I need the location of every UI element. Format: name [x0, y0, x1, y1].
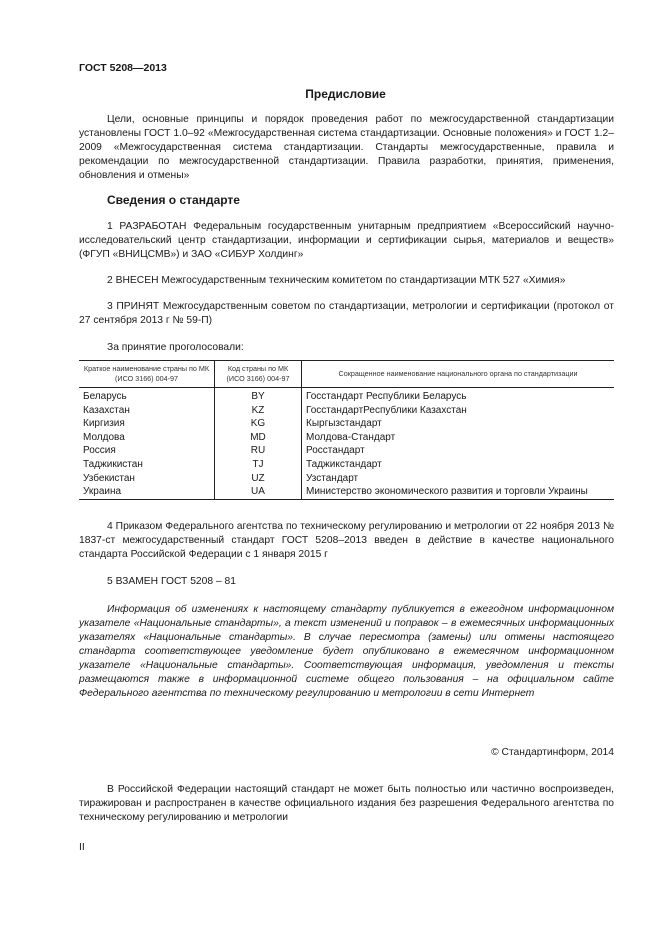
country-code: TJ [215, 458, 302, 472]
table-row [79, 388, 614, 404]
table-row [79, 485, 614, 499]
country-name: Беларусь [79, 388, 215, 404]
amendments-notice: Информация об изменениях к настоящему стандарту публикуется в ежегодном информационном указателе «Национальные стандарты», а текст изменений и поправок – в ежемесячных информационных указателях «Национальные стандарты». В случае пересмотра (замены) или отмены настоящего стандарта соответствующее уведомление будет опубликовано в ежемесячном информационном указателе «Национальные стандарты». Соответствующая информация, уведомления и тексты размещаются также в информационной системе общего пользования – на официальном сайте Федерального агентства по техническому регулированию и метрологии в сети Интернет [79, 604, 614, 699]
table-row [79, 458, 614, 472]
info-item-2: 2 ВНЕСЕН Межгосударственным техническим комитетом по стандартизации МТК 527 «Химия» [107, 275, 566, 286]
national-body: Росстандарт [306, 445, 365, 457]
page-number: II [79, 842, 85, 853]
country-name: Узбекистан [79, 472, 215, 486]
national-body: ГосстандартРеспублики Казахстан [306, 404, 467, 416]
country-name: Молдова [79, 431, 215, 445]
table-row [79, 431, 614, 445]
voting-table [79, 360, 614, 500]
info-item-5: 5 ВЗАМЕН ГОСТ 5208 – 81 [107, 576, 237, 587]
header-country-name: Краткое наименование страны по МК (ИСО 3166) 004-97 [79, 361, 215, 388]
country-name: Киргизия [79, 417, 215, 431]
info-item-1: 1 РАЗРАБОТАН Федеральным государственным унитарным предприятием «Всероссийский научно-исследовательский центр стандартизации, информации и сертификации сырья, материалов и веществ» (ФГУП «ВНИЦСМВ») и ЗАО «СИБУР Холдинг» [79, 221, 614, 260]
country-code: UZ [215, 472, 302, 486]
voted-label: За принятие проголосовали: [107, 342, 244, 353]
national-body: Министерство экономического развития и торговли Украины [302, 485, 615, 499]
national-body: Узстандарт [306, 472, 359, 484]
legal-notice: В Российской Федерации настоящий стандарт не может быть полностью или частично воспроизведен, тиражирован и распространен в качестве официального издания без разрешения Федерального агентства по техническому регулированию и метрологии [79, 784, 614, 823]
country-code: RU [215, 444, 302, 458]
table-row [79, 417, 614, 431]
preface-title: Предисловие [305, 87, 386, 101]
national-body: Молдова-Стандарт [306, 431, 396, 443]
header-country-code: Код страны по МК (ИСО 3166) 004-97 [215, 361, 302, 388]
national-body: Госстандарт Республики Беларусь [306, 391, 467, 402]
voting-table-header [79, 361, 614, 388]
table-row [79, 444, 614, 458]
country-code: BY [215, 388, 302, 404]
country-code: MD [215, 431, 302, 445]
country-code: KZ [215, 404, 302, 418]
table-row [79, 472, 614, 486]
country-name: Украина [79, 485, 215, 499]
preface-text: Цели, основные принципы и порядок проведения работ по межгосударственной стандартизации установлены ГОСТ 1.0–92 «Межгосударственная система стандартизации. Основные положения» и ГОСТ 1.2–2009 «Межгосударственная система стандартизации. Стандарты межгосударственные, правила и рекомендации по межгосударственной стандартизации. Правила разработки, принятия, применения, обновления и отмены» [79, 114, 614, 181]
country-code: UA [215, 485, 302, 499]
country-name: Россия [79, 444, 215, 458]
copyright-line: © Стандартинформ, 2014 [491, 747, 614, 758]
info-item-3: 3 ПРИНЯТ Межгосударственным советом по стандартизации, метрологии и сертификации (протокол от 27 сентября 2013 г № 59-П) [79, 301, 614, 326]
standard-info-title: Сведения о стандарте [107, 193, 240, 207]
national-body: Кыргызстандарт [306, 418, 382, 430]
document-code-header: ГОСТ 5208—2013 [79, 62, 167, 74]
country-name: Таджикистан [79, 458, 215, 472]
country-name: Казахстан [79, 404, 215, 418]
national-body: Таджикстандарт [306, 458, 382, 470]
table-row [79, 404, 614, 418]
country-code: KG [215, 417, 302, 431]
header-national-body: Сокращенное наименование национального органа по стандартизации [302, 361, 615, 388]
info-item-4: 4 Приказом Федерального агентства по техническому регулированию и метрологии от 22 ноября 2013 № 1837-ст межгосударственный стандарт ГОСТ 5208–2013 введен в действие в качестве национального стандарта Российской Федерации с 1 января 2015 г [79, 521, 614, 560]
